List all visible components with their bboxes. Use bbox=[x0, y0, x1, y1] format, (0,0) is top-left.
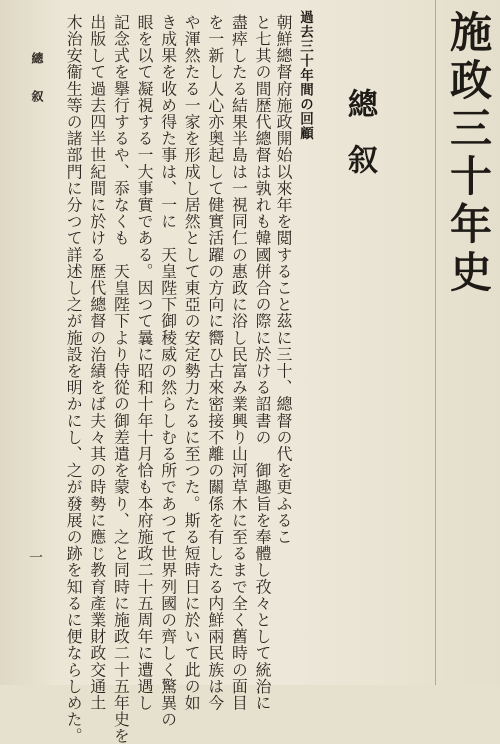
body-column: 盡瘁したる結果半島は一視同仁の惠政に浴し民富み業興り山河草木に至るまで全く舊時の面目 bbox=[229, 14, 249, 712]
body-column: を一新し人心亦奥起して健實活躍の方向に嚮ひ古來密接不離の關係を有したる内鮮兩民族は今 bbox=[205, 14, 225, 712]
body-column-first: 朝鮮總督府施政開始以來年を閲すること茲に三十、總督の代を更ふるこ bbox=[274, 14, 293, 546]
body-column: 出版して過去四半世紀間に於ける歴代總督の治績をば夫々其の時勢に應じ教育產業財政交通土 bbox=[87, 14, 107, 712]
body-column: 記念式を擧行するや、忝なくも 天皇陛下より侍從の御差遣を蒙り、之と同時に施政二十五年史を bbox=[111, 14, 131, 744]
header-divider bbox=[435, 0, 436, 685]
page-number: 一 bbox=[27, 550, 43, 564]
body-column: や渾然たる一家を形成し居然として東亞の安定勢力たるに至つた。斯る短時日に於いて此の如 bbox=[182, 14, 202, 712]
body-column: 木治安衞生等の諸部門に分つて詳述し之が施設を明かにし、之が發展の跡を知るに便ならしめた。 bbox=[64, 14, 84, 744]
running-footer-title: 總叙 bbox=[30, 52, 44, 128]
body-column: と七其の間歴代總督は孰れも韓國併合の際に於ける詔書の 御趣旨を奉體し孜々として統治に bbox=[253, 14, 272, 712]
body-column: 眼を以て凝視する一大事實である。因つて曩に昭和十年十月恰も本府施政二十五周年に遭遇し bbox=[135, 14, 154, 712]
section-title: 總叙 bbox=[342, 88, 377, 200]
body-column: き成果を收め得た事は、一に 天皇陛下御稜威の然らしむる所であつて世界列國の齊しく驚異の bbox=[158, 14, 178, 728]
subheading: 過去三十年間の回顧 bbox=[297, 10, 313, 141]
book-title: 施政三十年史 bbox=[444, 10, 493, 298]
